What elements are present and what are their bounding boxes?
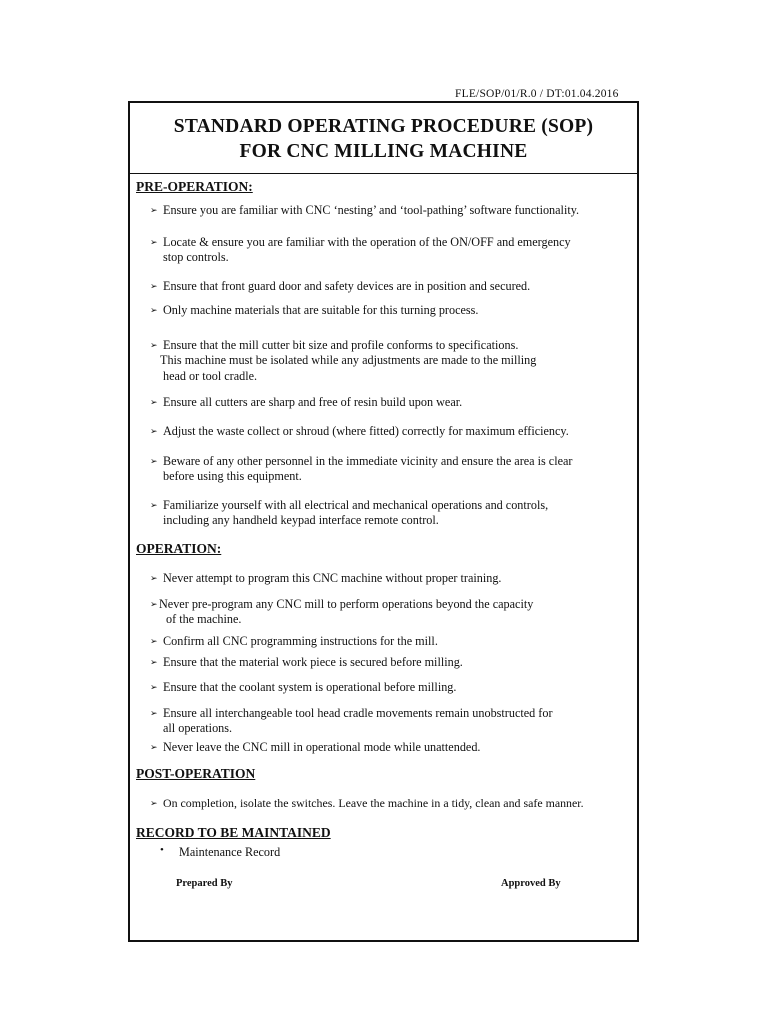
arrow-bullet-icon: ➢ bbox=[150, 237, 158, 247]
list-item-continuation: head or tool cradle. bbox=[163, 369, 258, 383]
list-item: ➢Never pre-program any CNC mill to perform operations beyond the capacity bbox=[150, 597, 534, 611]
arrow-bullet-icon: ➢ bbox=[150, 397, 158, 407]
list-item: ➢ Ensure that the material work piece is secured before milling. bbox=[150, 655, 463, 669]
title-box bbox=[130, 103, 637, 174]
arrow-bullet-icon: ➢ bbox=[150, 657, 158, 667]
arrow-bullet-icon: ➢ bbox=[150, 708, 158, 718]
list-item-continuation: This machine must be isolated while any adjustments are made to the milling bbox=[160, 353, 537, 367]
list-item: ➢ Familiarize yourself with all electrical and mechanical operations and controls, bbox=[150, 498, 549, 512]
list-item-continuation: of the machine. bbox=[166, 612, 242, 626]
post-operation-heading: POST-OPERATION bbox=[136, 766, 256, 781]
prepared-by-label: Prepared By bbox=[176, 878, 233, 889]
list-item: ➢ Ensure that the mill cutter bit size and profile conforms to specifications. bbox=[150, 338, 519, 352]
approved-by-label: Approved By bbox=[501, 878, 561, 889]
arrow-bullet-icon: ➢ bbox=[150, 205, 158, 215]
list-item-continuation: including any handheld keypad interface remote control. bbox=[163, 513, 439, 527]
arrow-bullet-icon: ➢ bbox=[150, 682, 158, 692]
list-item: ➢ Beware of any other personnel in the immediate vicinity and ensure the area is clear bbox=[150, 454, 573, 468]
document-reference: FLE/SOP/01/R.0 / DT:01.04.2016 bbox=[455, 88, 619, 100]
title-line-1: STANDARD OPERATING PROCEDURE (SOP) bbox=[173, 116, 594, 137]
list-item-continuation: stop controls. bbox=[163, 250, 229, 264]
list-item: ➢ Adjust the waste collect or shroud (where fitted) correctly for maximum efficiency. bbox=[150, 424, 569, 438]
arrow-bullet-icon: ➢ bbox=[150, 599, 158, 609]
arrow-bullet-icon: ➢ bbox=[150, 426, 158, 436]
record-item: Maintenance Record bbox=[179, 845, 281, 859]
sop-frame bbox=[128, 101, 639, 942]
arrow-bullet-icon: ➢ bbox=[150, 281, 158, 291]
list-item-continuation: before using this equipment. bbox=[163, 469, 302, 483]
arrow-bullet-icon: ➢ bbox=[150, 456, 158, 466]
list-item: ➢ Ensure that the coolant system is operational before milling. bbox=[150, 680, 457, 694]
list-item: ➢ Confirm all CNC programming instructions for the mill. bbox=[150, 634, 438, 648]
list-item: ➢ Ensure all interchangeable tool head cradle movements remain unobstructed for bbox=[150, 706, 553, 720]
records-heading: RECORD TO BE MAINTAINED bbox=[136, 825, 331, 840]
list-item: ➢ On completion, isolate the switches. Leave the machine in a tidy, clean and safe manner. bbox=[150, 796, 584, 810]
title-line-2: FOR CNC MILLING MACHINE bbox=[239, 141, 528, 162]
arrow-bullet-icon: ➢ bbox=[150, 742, 158, 752]
arrow-bullet-icon: ➢ bbox=[150, 798, 158, 808]
list-item-continuation: all operations. bbox=[163, 721, 233, 735]
list-item: ➢ Locate & ensure you are familiar with the operation of the ON/OFF and emergency bbox=[150, 235, 571, 249]
list-item: ➢ Never leave the CNC mill in operational mode while unattended. bbox=[150, 740, 481, 754]
list-item: ➢ Never attempt to program this CNC machine without proper training. bbox=[150, 571, 502, 585]
arrow-bullet-icon: ➢ bbox=[150, 340, 158, 350]
list-item: ➢ Ensure you are familiar with CNC ‘nesting’ and ‘tool-pathing’ software functionality. bbox=[150, 203, 580, 217]
arrow-bullet-icon: ➢ bbox=[150, 500, 158, 510]
arrow-bullet-icon: ➢ bbox=[150, 305, 158, 315]
arrow-bullet-icon: ➢ bbox=[150, 573, 158, 583]
operation-heading: OPERATION: bbox=[136, 541, 222, 556]
list-item: ➢ Ensure that front guard door and safety devices are in position and secured. bbox=[150, 279, 531, 293]
dot-bullet-icon: • bbox=[160, 844, 164, 856]
pre-operation-heading: PRE-OPERATION: bbox=[136, 179, 253, 194]
list-item: ➢ Ensure all cutters are sharp and free of resin build upon wear. bbox=[150, 395, 463, 409]
list-item: ➢ Only machine materials that are suitable for this turning process. bbox=[150, 303, 479, 317]
arrow-bullet-icon: ➢ bbox=[150, 636, 158, 646]
